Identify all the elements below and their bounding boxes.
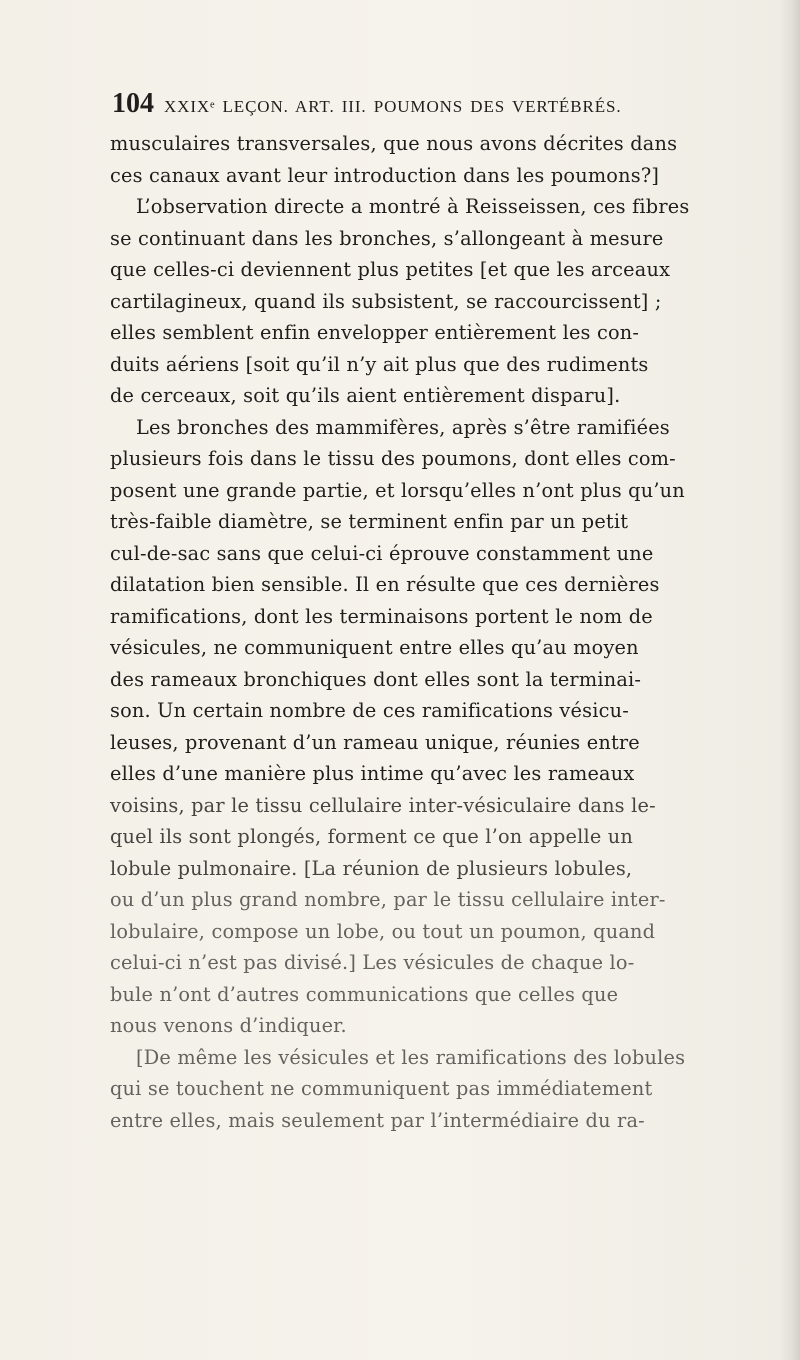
- text-line: celui-ci n’est pas divisé.] Les vésicules de chaque lo-: [110, 951, 635, 974]
- text-line: duits aériens [soit qu’il n’y ait plus que des rudiments: [110, 352, 649, 376]
- text-line: Les bronches des mammifères, après s’être ramifiées: [136, 415, 670, 439]
- text-line: se continuant dans les bronches, s’allongeant à mesure: [110, 226, 664, 250]
- text-line: de cerceaux, soit qu’ils aient entièrement disparu].: [110, 384, 621, 407]
- page-header: [112, 88, 732, 128]
- text-line: des rameaux bronchiques dont elles sont la terminai-: [110, 667, 642, 691]
- text-line: dilatation bien sensible. Il en résulte que ces dernières: [110, 573, 660, 596]
- text-line: vésicules, ne communiquent entre elles qu’au moyen: [110, 636, 639, 659]
- text-line: ramifications, dont les terminaisons portent le nom de: [110, 604, 653, 628]
- text-line: posent une grande partie, et lorsqu’elles n’ont plus qu’un: [110, 478, 685, 502]
- text-line: cul-de-sac sans que celui-ci éprouve constamment une: [110, 541, 654, 565]
- text-line: [De même les vésicules et les ramifications des lobules: [136, 1045, 686, 1069]
- text-line: elles semblent enfin envelopper entièrement les con-: [110, 321, 640, 344]
- text-line: très-faible diamètre, se terminent enfin par un petit: [110, 510, 629, 533]
- text-line: leuses, provenant d’un rameau unique, réunies entre: [110, 730, 640, 754]
- text-line: nous venons d’indiquer.: [110, 1014, 347, 1037]
- text-line: musculaires transversales, que nous avons décrites dans: [110, 132, 678, 155]
- text-line: bule n’ont d’autres communications que celles que: [110, 982, 619, 1006]
- text-line: ou d’un plus grand nombre, par le tissu cellulaire inter-: [110, 888, 666, 911]
- text-line: qui se touchent ne communiquent pas immédiatement: [110, 1077, 653, 1100]
- text-line: ces canaux avant leur introduction dans les poumons?]: [110, 163, 660, 187]
- text-line: voisins, par le tissu cellulaire inter-vésiculaire dans le-: [110, 793, 656, 817]
- text-line: son. Un certain nombre de ces ramifications vésicu-: [110, 699, 629, 722]
- text-line: lobulaire, compose un lobe, ou tout un poumon, quand: [110, 919, 656, 943]
- text-line: plusieurs fois dans le tissu des poumons, dont elles com-: [110, 447, 676, 470]
- page-number: 104: [112, 88, 154, 119]
- page-edge-shadow: [778, 0, 800, 1360]
- text-line: elles d’une manière plus intime qu’avec les rameaux: [110, 762, 635, 785]
- text-line: quel ils sont plongés, forment ce que l’on appelle un: [110, 825, 634, 848]
- text-line: que celles-ci deviennent plus petites [et que les arceaux: [110, 258, 671, 281]
- body-text: [110, 128, 730, 1136]
- text-line: entre elles, mais seulement par l’intermédiaire du ra-: [110, 1108, 645, 1132]
- running-head: XXIXᵉ LEÇON. ART. III. POUMONS DES VERTÉBRÉS.: [164, 97, 622, 116]
- text-line: cartilagineux, quand ils subsistent, se raccourcissent] ;: [110, 289, 662, 313]
- text-line: L’observation directe a montré à Reisseissen, ces fibres: [136, 195, 690, 218]
- text-line: lobule pulmonaire. [La réunion de plusieurs lobules,: [110, 856, 633, 880]
